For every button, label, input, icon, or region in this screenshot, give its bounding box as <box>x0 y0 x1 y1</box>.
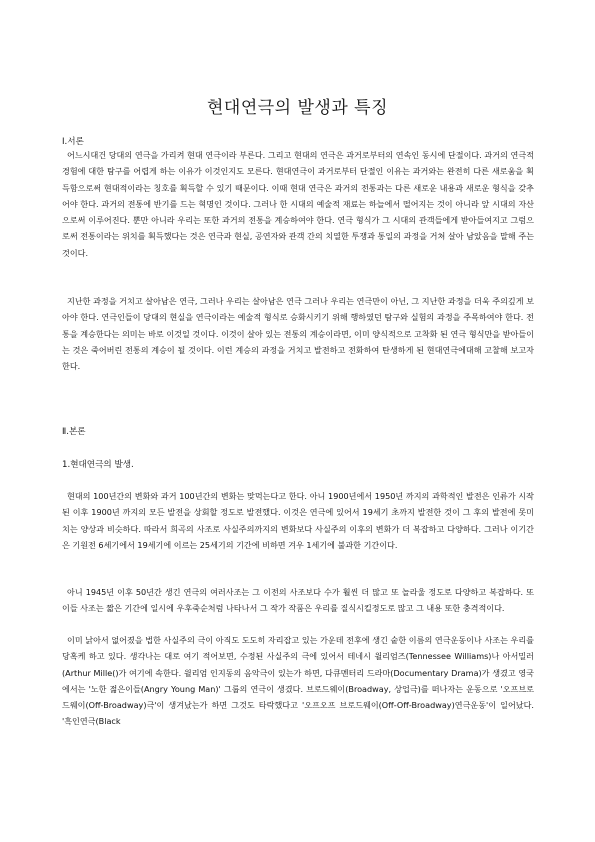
paragraph: 지난한 과정을 거치고 살아남은 연극, 그러나 우리는 살아남은 연극 그러나 우리는 연극만이 아닌, 그 지난한 과정을 더욱 주의깊게 보아야 한다. 연극인들이 당대의 현실을 연극이라는 예술적 형식로 승화시키기 위해 행하였던 탐구와 실험의 과정을 주목하여야 한다. 전통을 계승한다는 의미는 바로 이것일 것이다. 이것이 살아 있는 전통의 계승이라면, 이미 양식적으로 고착화 된 연극 형식만을 받아들이는 것은 죽어버린 전통의 계승이 될 것이다. 이런 계승의 과정을 거치고 발전하고 전화하여 탄생하게 된 현대연극에대해 고찰해 보고자 한다. <box>62 296 535 372</box>
paragraph: 이미 낡아서 없어졌을 법한 사실주의 극이 아직도 도도히 자리잡고 있는 가운데 전후에 생긴 숱한 이름의 연극운동이나 사조는 우리를 당혹케 하고 있다. 생각나는 대로 여기 적어보면, 수정된 사실주의 극에 있어서 테네시 윌리엄즈(Tennessee Williams)나 아서밀러(Arthur Mille()가 여기에 속한다. 윌리엄 인지동의 음악극이 있는가 하면, 다큐멘터리 드라마(Documentary Drama)가 생겼고 영국에서는 '노한 젊은이들(Angry Young Man)' 그룹의 연극이 생겼다. 브로드웨이(Broadway, 상업극)를 떠나자는 운동으로 '오프브로드웨이(Off-Broadway)극'이 생겨났는가 하면 그것도 타락했다고 '오프오프 브로드웨이(Off-Off-Broadway)연극운동'이 일어났다. '흑인연극(Black <box>62 635 534 727</box>
paragraph: 현대의 100년간의 변화와 과거 100년간의 변화는 맞먹는다고 한다. 아니 1900년에서 1950년 까지의 과학적인 발전은 인류가 시작된 이후 1900년 까지의 모든 발전을 상회할 정도로 발전했다. 이것은 연극에 있어서 19세기 초까지 발전한 것이 그 후의 발전에 못미치는 양상과 비슷하다. 따라서 희곡의 사조로 사실주의까지의 변화보다 사실주의 이후의 변화가 더 복잡하고 다양하다. 그러나 이기간은 기원전 6세기에서 19세기에 이르는 25세기의 기간에 비하면 겨우 1세기에 불과한 기간이다. <box>62 491 534 550</box>
section-heading-introduction: Ⅰ.서론 <box>62 137 84 147</box>
subsection-heading: 1.현대연극의 발생. <box>62 460 134 470</box>
section-heading-body: Ⅱ.본론 <box>62 427 86 437</box>
paragraph: 아니 1945년 이후 50년간 생긴 연극의 여러사조는 그 이전의 사조보다 수가 훨씬 더 많고 또 놀라울 정도로 다양하고 복잡하다. 또 이들 사조는 짧은 기간에 일시에 우후죽순처럼 나타나서 그 작가 작품은 우리를 질식시킬정도로 많고 그 내용 또한 충격적이다. <box>62 587 534 614</box>
document-title: 현대연극의 발생과 특징 <box>206 98 389 118</box>
paragraph: 어느시대건 당대의 연극을 가리켜 현대 연극이라 부른다. 그리고 현대의 연극은 과거로부터의 연속인 동시에 단절이다. 과거의 연극적 경험에 대한 탐구를 어렵게 하는 이유가 이것인지도 모른다. 현대연극이 과거로부터 단절인 이유는 과거와는 완전히 다른 새로움을 획득함으로써 현대적이라는 칭호를 획득할 수 있기 때문이다. 이때 현대 연극은 과거의 전통과는 다른 새로운 내용과 새로운 형식을 갖추어야 한다. 과거의 전통에 반기를 드는 혁명인 것이다. 그러나 한 시대의 예술적 재료는 하늘에서 떨어지는 것이 아니라 앞 시대의 자산으로써 이루어진다. 뿐만 아니라 우리는 또한 과거의 전통을 계승하여야 한다. 연극 형식가 그 시대의 관객들에게 받아들여지고 그럼으로써 전통이라는 위치를 획득했다는 것은 연극과 현실, 공연자와 관객 간의 치열한 투쟁과 통일의 과정을 거쳐 살아 남았음을 말해 주는 것이다. <box>62 150 534 258</box>
